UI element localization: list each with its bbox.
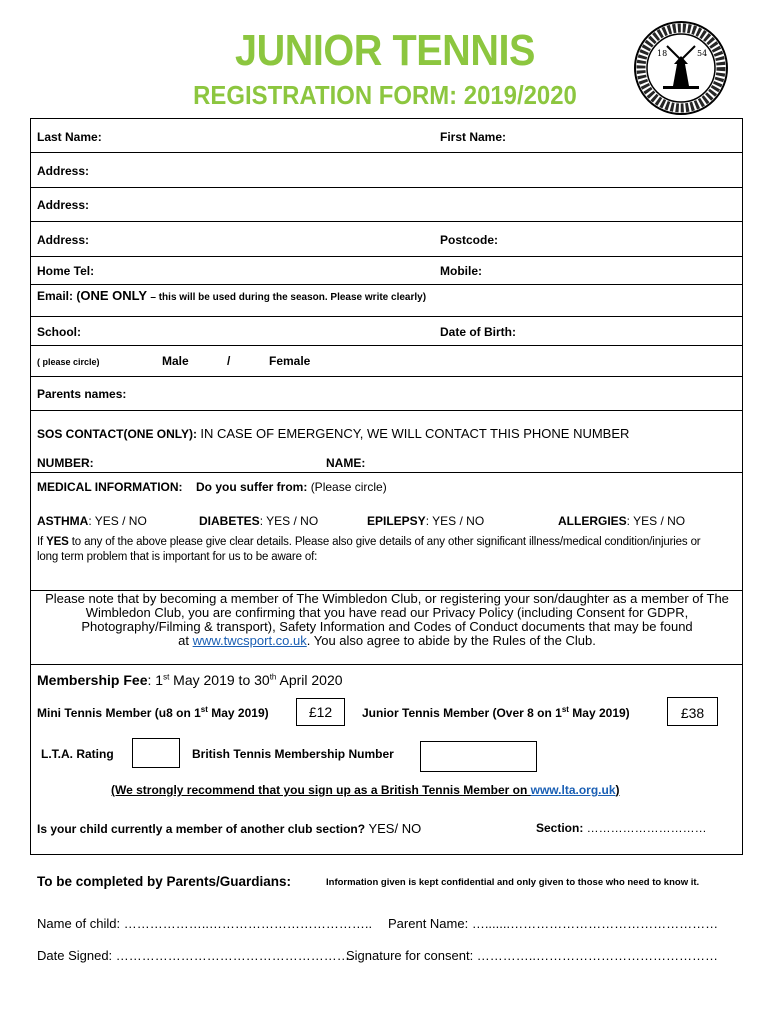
medical-details-line1: If YES to any of the above please give clear details. Please also give details of any other significant illness/medical condition/injuries or	[37, 536, 701, 548]
female-option[interactable]: Female	[269, 354, 311, 368]
mini-price-box[interactable]: £12	[296, 698, 345, 726]
parent-name-field[interactable]: Parent Name: ….......…………………………………………	[388, 916, 719, 931]
btm-number-box[interactable]	[420, 741, 537, 772]
form-title: JUNIOR TENNIS	[234, 26, 535, 75]
email-label: Email: (ONE ONLY – this will be used during the season. Please write clearly)	[37, 288, 427, 303]
mobile-label: Mobile:	[440, 264, 482, 278]
logo-year-right: 54	[697, 49, 708, 58]
sos-contact-text: IN CASE OF EMERGENCY, WE WILL CONTACT THIS PHONE NUMBER	[200, 426, 630, 441]
email-note: – this will be used during the season. Please write clearly)	[150, 292, 427, 303]
logo-year-left: 18	[657, 49, 668, 58]
male-option[interactable]: Male	[162, 354, 189, 368]
address-1-label: Address:	[37, 164, 90, 178]
junior-price-box[interactable]: £38	[667, 697, 718, 726]
medical-info-label: MEDICAL INFORMATION:	[37, 480, 183, 494]
lta-rating-label: L.T.A. Rating	[41, 747, 114, 761]
email-one-only: ONE ONLY	[80, 288, 148, 303]
gender-separator: /	[227, 354, 231, 368]
mini-tennis-label: Mini Tennis Member (u8 on 1st May 2019)	[37, 705, 269, 720]
medical-details-line2: long term problem that is important for us to be aware of:	[37, 551, 318, 563]
completed-by-label: To be completed by Parents/Guardians:	[37, 874, 292, 889]
registration-form	[30, 118, 743, 855]
sos-number-label: NUMBER:	[37, 456, 94, 470]
postcode-label: Postcode:	[440, 233, 499, 247]
signature-field[interactable]: Signature for consent: …………..……………………………………	[346, 948, 719, 963]
junior-tennis-label: Junior Tennis Member (Over 8 on 1st May 2019)	[362, 705, 630, 720]
lta-link[interactable]: www.lta.org.uk	[530, 783, 616, 797]
section-label: Section: …………………………	[536, 821, 707, 835]
dob-label: Date of Birth:	[440, 325, 516, 339]
parents-names-label: Parents names:	[37, 387, 127, 401]
twcsport-link[interactable]: www.twcsport.co.uk	[192, 633, 307, 648]
wimbledon-club-logo	[633, 20, 729, 116]
medical-question: Do you suffer from: (Please circle)	[196, 480, 387, 494]
sos-name-label: NAME:	[326, 456, 366, 470]
home-tel-label: Home Tel:	[37, 264, 95, 278]
please-circle-label: ( please circle)	[37, 357, 100, 367]
form-subtitle: REGISTRATION FORM: 2019/2020	[193, 80, 577, 110]
btm-number-label: British Tennis Membership Number	[192, 747, 394, 761]
first-name-label: First Name:	[440, 130, 507, 144]
address-2-label: Address:	[37, 198, 90, 212]
address-3-label: Address:	[37, 233, 90, 247]
lta-rating-box[interactable]	[132, 738, 180, 768]
confidential-note: Information given is kept confidential and only given to those who need to know it.	[326, 877, 700, 888]
last-name-label: Last Name:	[37, 130, 102, 144]
diabetes-field[interactable]: DIABETES: YES / NO	[199, 514, 319, 528]
privacy-notice: Please note that by becoming a member of The Wimbledon Club, or registering your son/daughter as a member of The Wimbledon Club, you are confirming that you have read our Privacy Policy (including Consent for GDPR, Photography/Filming & transport), Safety Information and Codes of Conduct documents that may be found at www.twcsport.co.uk. You also agree to abide by the Rules of the Club.	[45, 591, 729, 648]
date-signed-field[interactable]: Date Signed: ……………………………………………….	[37, 948, 354, 963]
membership-fee-label: Membership Fee: 1st May 2019 to 30th April 2020	[37, 672, 343, 688]
asthma-field[interactable]: ASTHMA: YES / NO	[37, 514, 147, 528]
recommend-note: (We strongly recommend that you sign up as a British Tennis Member on www.lta.org.uk)	[111, 783, 620, 797]
other-club-question: Is your child currently a member of another club section? YES/ NO	[37, 821, 422, 836]
allergies-field[interactable]: ALLERGIES: YES / NO	[558, 514, 686, 528]
epilepsy-field[interactable]: EPILEPSY: YES / NO	[367, 514, 485, 528]
sos-contact-label: SOS CONTACT(ONE ONLY): IN CASE OF EMERGENCY, WE WILL CONTACT THIS PHONE NUMBER	[37, 426, 630, 441]
child-name-field[interactable]: Name of child: ………………..………………………………..	[37, 916, 373, 931]
school-label: School:	[37, 325, 81, 339]
